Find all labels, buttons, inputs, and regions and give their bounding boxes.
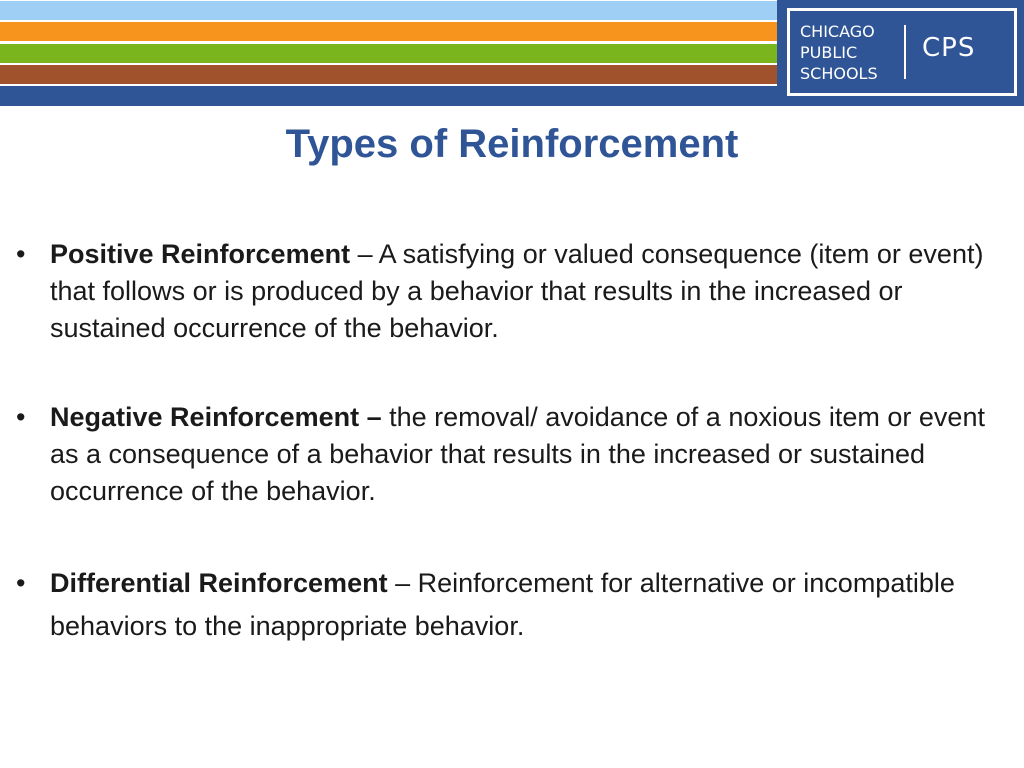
logo-wordmark [800,21,878,84]
bullet-term: Positive Reinforcement [50,239,351,269]
stripe-dark-blue [0,86,777,106]
bullet-dot-icon: • [16,568,26,598]
bullet-item-positive [14,236,1014,347]
stripe-light-blue [0,1,777,20]
bullet-term: Differential Reinforcement [50,568,388,598]
bullet-item-negative [14,399,1014,510]
logo-divider [904,25,906,79]
bullet-dot-icon: • [16,239,26,269]
logo-word: PUBLIC [800,43,858,62]
logo-word: SCHOOLS [800,64,878,83]
bullet-list [14,236,1014,700]
logo-frame [787,8,1017,96]
bullet-text: A satisfying or valued consequence (item or event) that follows or is produced by a behavior that results in the increased or sustained occurrence of the behavior. [50,239,984,343]
bullet-separator: – [387,568,418,598]
logo-word: CHICAGO [800,22,875,41]
bullet-term: Negative Reinforcement – [50,402,382,432]
header-stripes [0,0,777,106]
bullet-text: the removal/ avoidance of a noxious item or event as a consequence of a behavior that results in the increased or sustained occurrence of the behavior. [50,402,985,506]
bullet-text: Reinforcement for alternative or incompatible behaviors to the inappropriate behavior. [50,568,955,641]
stripe-brown [0,65,777,84]
bullet-item-differential [14,562,1014,648]
logo-abbreviation: CPS [922,33,976,63]
stripe-green [0,44,777,63]
stripe-orange [0,22,777,41]
bullet-dot-icon: • [16,402,26,432]
bullet-separator: – [350,239,379,269]
slide-title: Types of Reinforcement [285,122,739,166]
cps-logo [777,0,1024,106]
bullet-separator [382,402,390,432]
